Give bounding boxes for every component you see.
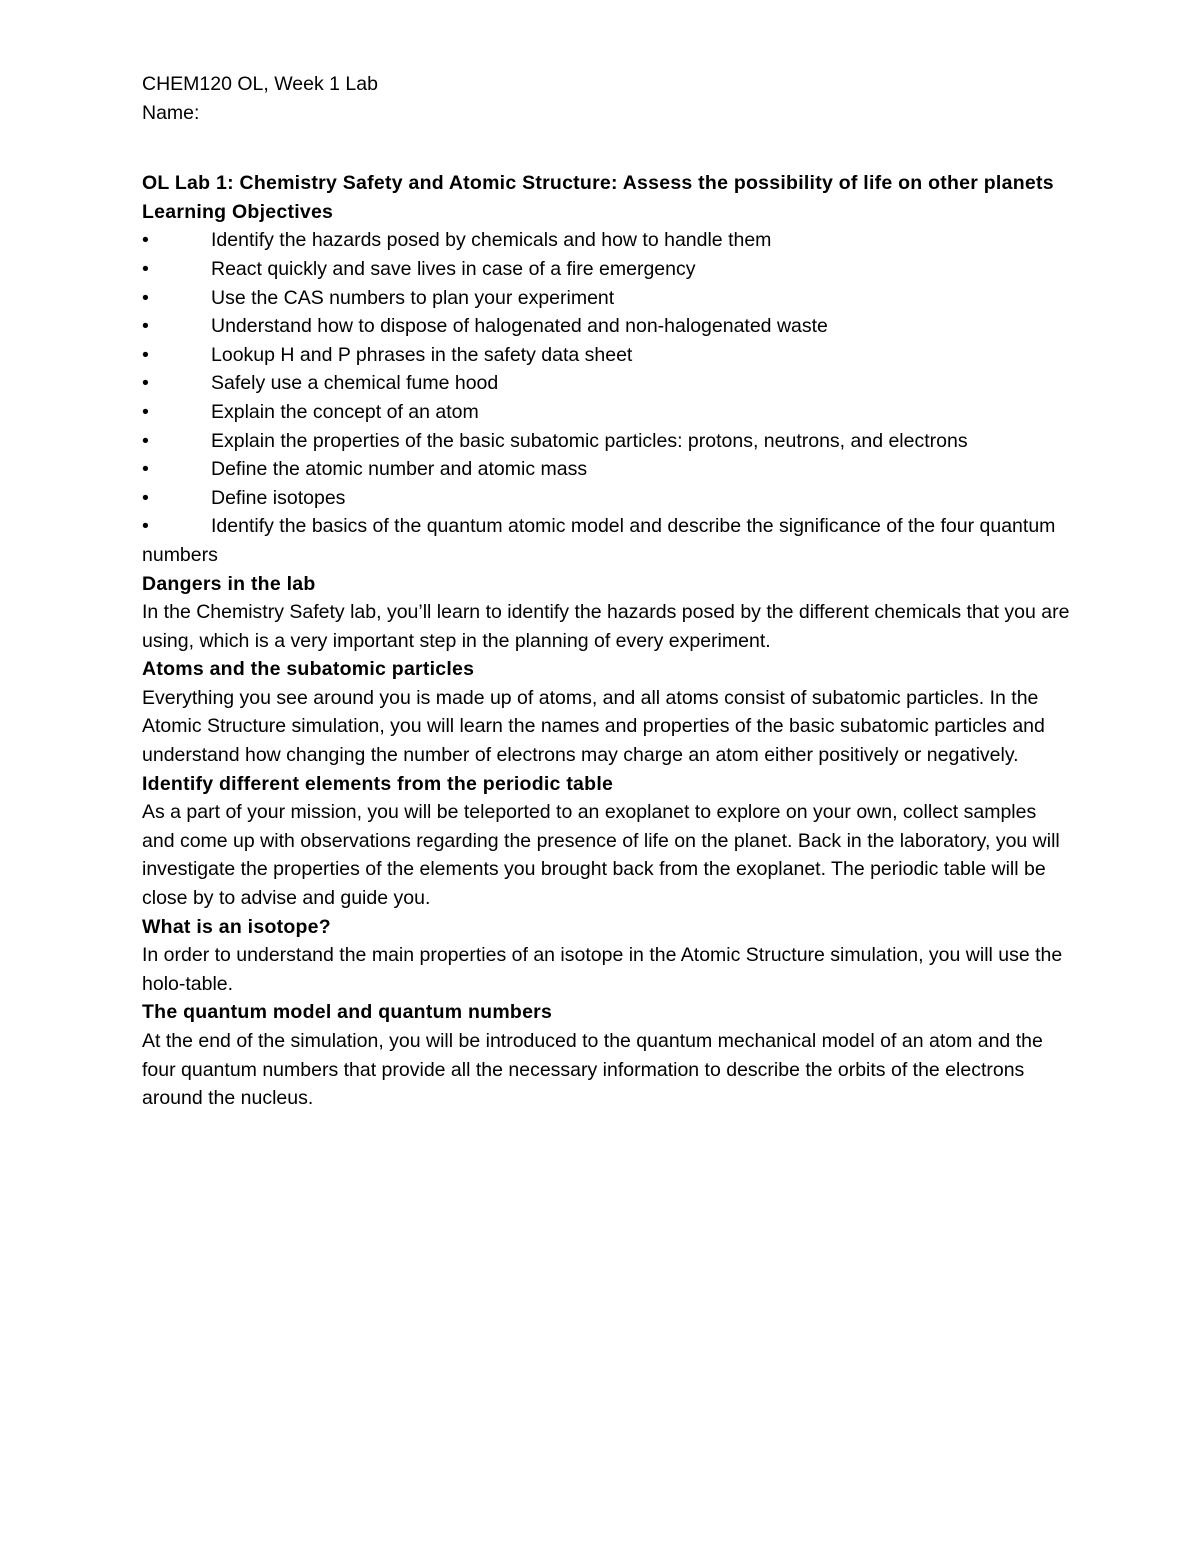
section-heading-quantum: The quantum model and quantum numbers xyxy=(142,1001,553,1024)
bullet-icon: • xyxy=(142,458,149,481)
section-heading-dangers: Dangers in the lab xyxy=(142,572,316,595)
list-item xyxy=(142,284,1072,313)
list-item-text: Understand how to dispose of halogenated and non-halogenated waste xyxy=(211,315,828,338)
list-item-text: Identify the basics of the quantum atomic model and describe the significance of the four quantum numbers xyxy=(142,515,1056,566)
list-item-text: Explain the properties of the basic subatomic particles: protons, neutrons, and electrons xyxy=(211,429,968,452)
bullet-icon: • xyxy=(142,372,149,395)
list-item-text: Explain the concept of an atom xyxy=(211,400,479,423)
list-item-text: Identify the hazards posed by chemicals and how to handle them xyxy=(211,229,772,252)
list-item xyxy=(142,484,1072,513)
list-item xyxy=(142,341,1072,370)
bullet-icon: • xyxy=(142,515,149,538)
section-body-periodic-table: As a part of your mission, you will be teleported to an exoplanet to explore on your own, collect samples and come up with observations regarding the presence of life on the planet. Back in the laboratory, you will investigate the properties of the elements you brought back from the exoplanet. The periodic table will be close by to advise and guide you. xyxy=(142,801,1060,910)
learning-objectives-list xyxy=(142,226,1072,569)
document-title: OL Lab 1: Chemistry Safety and Atomic Structure: Assess the possibility of life on other planets xyxy=(142,172,1054,195)
section-heading-periodic-table: Identify different elements from the periodic table xyxy=(142,772,614,795)
list-item xyxy=(142,398,1072,427)
list-item xyxy=(142,512,1072,569)
name-label: Name: xyxy=(142,101,200,124)
list-item xyxy=(142,226,1072,255)
course-line: CHEM120 OL, Week 1 Lab xyxy=(142,73,378,95)
list-item-text: Safely use a chemical fume hood xyxy=(211,372,499,395)
list-item-text: React quickly and save lives in case of a fire emergency xyxy=(211,257,696,280)
blank-line xyxy=(142,127,1072,169)
learning-objectives-heading: Learning Objectives xyxy=(142,200,334,223)
bullet-icon: • xyxy=(142,229,149,252)
section-body-atoms: Everything you see around you is made up of atoms, and all atoms consist of subatomic particles. In the Atomic Structure simulation, you will learn the names and properties of the basic subatomic particles and understand how changing the number of electrons may charge an atom either positively or negatively. xyxy=(142,686,1045,767)
section-body-dangers: In the Chemistry Safety lab, you’ll learn to identify the hazards posed by the different chemicals that you are using, which is a very important step in the planning of every experiment. xyxy=(142,601,1070,652)
section-body-isotope: In order to understand the main properties of an isotope in the Atomic Structure simulation, you will use the holo-table. xyxy=(142,944,1063,995)
list-item xyxy=(142,255,1072,284)
list-item xyxy=(142,455,1072,484)
document-body xyxy=(142,70,1072,1113)
list-item xyxy=(142,312,1072,341)
bullet-icon: • xyxy=(142,400,149,423)
bullet-icon: • xyxy=(142,286,149,309)
list-item xyxy=(142,427,1072,456)
bullet-icon: • xyxy=(142,257,149,280)
bullet-icon: • xyxy=(142,315,149,338)
bullet-icon: • xyxy=(142,486,149,509)
list-item-text: Lookup H and P phrases in the safety data sheet xyxy=(211,343,633,366)
list-item-text: Define the atomic number and atomic mass xyxy=(211,458,588,481)
section-heading-atoms: Atoms and the subatomic particles xyxy=(142,658,475,681)
list-item xyxy=(142,369,1072,398)
list-item-text: Use the CAS numbers to plan your experiment xyxy=(211,286,615,309)
bullet-icon: • xyxy=(142,429,149,452)
list-item-text: Define isotopes xyxy=(211,486,346,509)
section-body-quantum: At the end of the simulation, you will be introduced to the quantum mechanical model of an atom and the four quantum numbers that provide all the necessary information to describe the orbits of the electrons around the nucleus. xyxy=(142,1030,1043,1110)
bullet-icon: • xyxy=(142,343,149,366)
section-heading-isotope: What is an isotope? xyxy=(142,915,331,938)
